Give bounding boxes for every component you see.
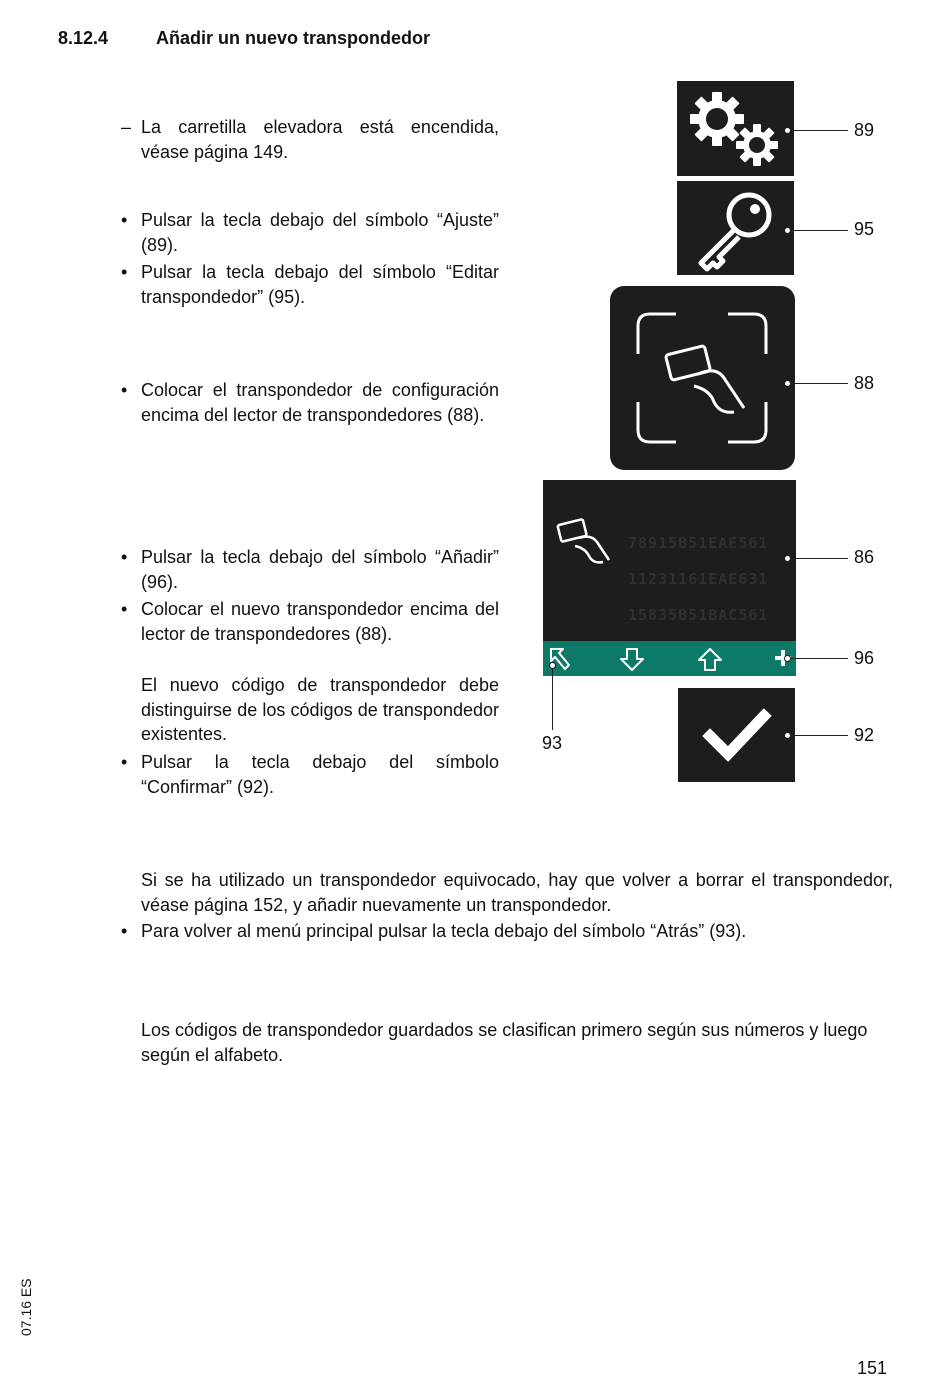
arrow-down-icon	[621, 649, 643, 670]
card-hand-icon	[553, 514, 633, 574]
checkmark-icon	[678, 688, 795, 782]
confirm-tile	[678, 688, 795, 782]
callout-line	[552, 666, 553, 730]
callout-dot	[784, 127, 791, 134]
key-icon	[677, 181, 794, 275]
callout-dot	[784, 380, 791, 387]
callout-86: 86	[854, 547, 875, 567]
callout-line	[790, 735, 848, 736]
step-6: • Colocar el nuevo transpondedor encima del lector de transpondedores (88).	[121, 599, 499, 644]
callout-95: 95	[854, 219, 875, 239]
page-number: 151	[857, 1358, 888, 1378]
section-number: 8.12.4	[58, 28, 109, 48]
callout-dot	[549, 662, 556, 669]
callout-line	[790, 383, 848, 384]
transponder-code: 78915B51EAE561	[628, 534, 769, 552]
callout-line	[790, 230, 848, 231]
card-reader-icon	[610, 286, 795, 470]
transponder-code: 15835B51BAC561	[628, 606, 769, 624]
callout-93: 93	[542, 733, 563, 753]
step-7: • Pulsar la tecla debajo del símbolo “Confirmar” (92).	[121, 752, 499, 797]
callout-line	[790, 658, 848, 659]
callout-96: 96	[854, 648, 875, 668]
callout-dot	[784, 555, 791, 562]
callout-dot	[784, 732, 791, 739]
arrow-up-icon	[699, 649, 721, 670]
step-3: • Pulsar la tecla debajo del símbolo “Editar transpondedor” (95).	[121, 262, 499, 307]
transponder-reader-tile	[610, 286, 795, 470]
gears-icon	[677, 81, 794, 176]
callout-92: 92	[854, 725, 875, 745]
info-text: Los códigos de transpondedor guardados se clasifican primero según sus números y luego según el alfabeto.	[141, 1020, 868, 1065]
callout-88: 88	[854, 373, 875, 393]
edition-code: 07.16 ES	[18, 1278, 34, 1336]
step-5: • Pulsar la tecla debajo del símbolo “Añadir” (96).	[121, 547, 499, 592]
callout-dot	[784, 227, 791, 234]
wrong-transponder-note: Si se ha utilizado un transpondedor equivocado, hay que volver a borrar el transpondedor, véase página 152, y añadir nuevamente un transpondedor.	[141, 870, 893, 915]
softkey-icons	[543, 641, 796, 676]
softkey-bar	[543, 641, 796, 676]
callout-line	[790, 130, 848, 131]
final-step: • Para volver al menú principal pulsar la tecla debajo del símbolo “Atrás” (93).	[121, 921, 747, 941]
step-1: – La carretilla elevadora está encendida, véase página 149.	[121, 117, 499, 162]
callout-line	[790, 558, 848, 559]
section-title: Añadir un nuevo transpondedor	[156, 28, 431, 48]
callout-dot	[784, 655, 791, 662]
step-4: • Colocar el transpondedor de configuración encima del lector de transpondedores (88).	[121, 380, 499, 425]
step-note: El nuevo código de transpondedor debe distinguirse de los códigos de transpondedor existentes.	[141, 675, 499, 744]
edit-transponder-tile	[677, 181, 794, 275]
transponder-code: 11231161EAE631	[628, 570, 769, 588]
step-2: • Pulsar la tecla debajo del símbolo “Ajuste” (89).	[121, 210, 499, 255]
settings-tile	[677, 81, 794, 176]
callout-89: 89	[854, 120, 875, 140]
